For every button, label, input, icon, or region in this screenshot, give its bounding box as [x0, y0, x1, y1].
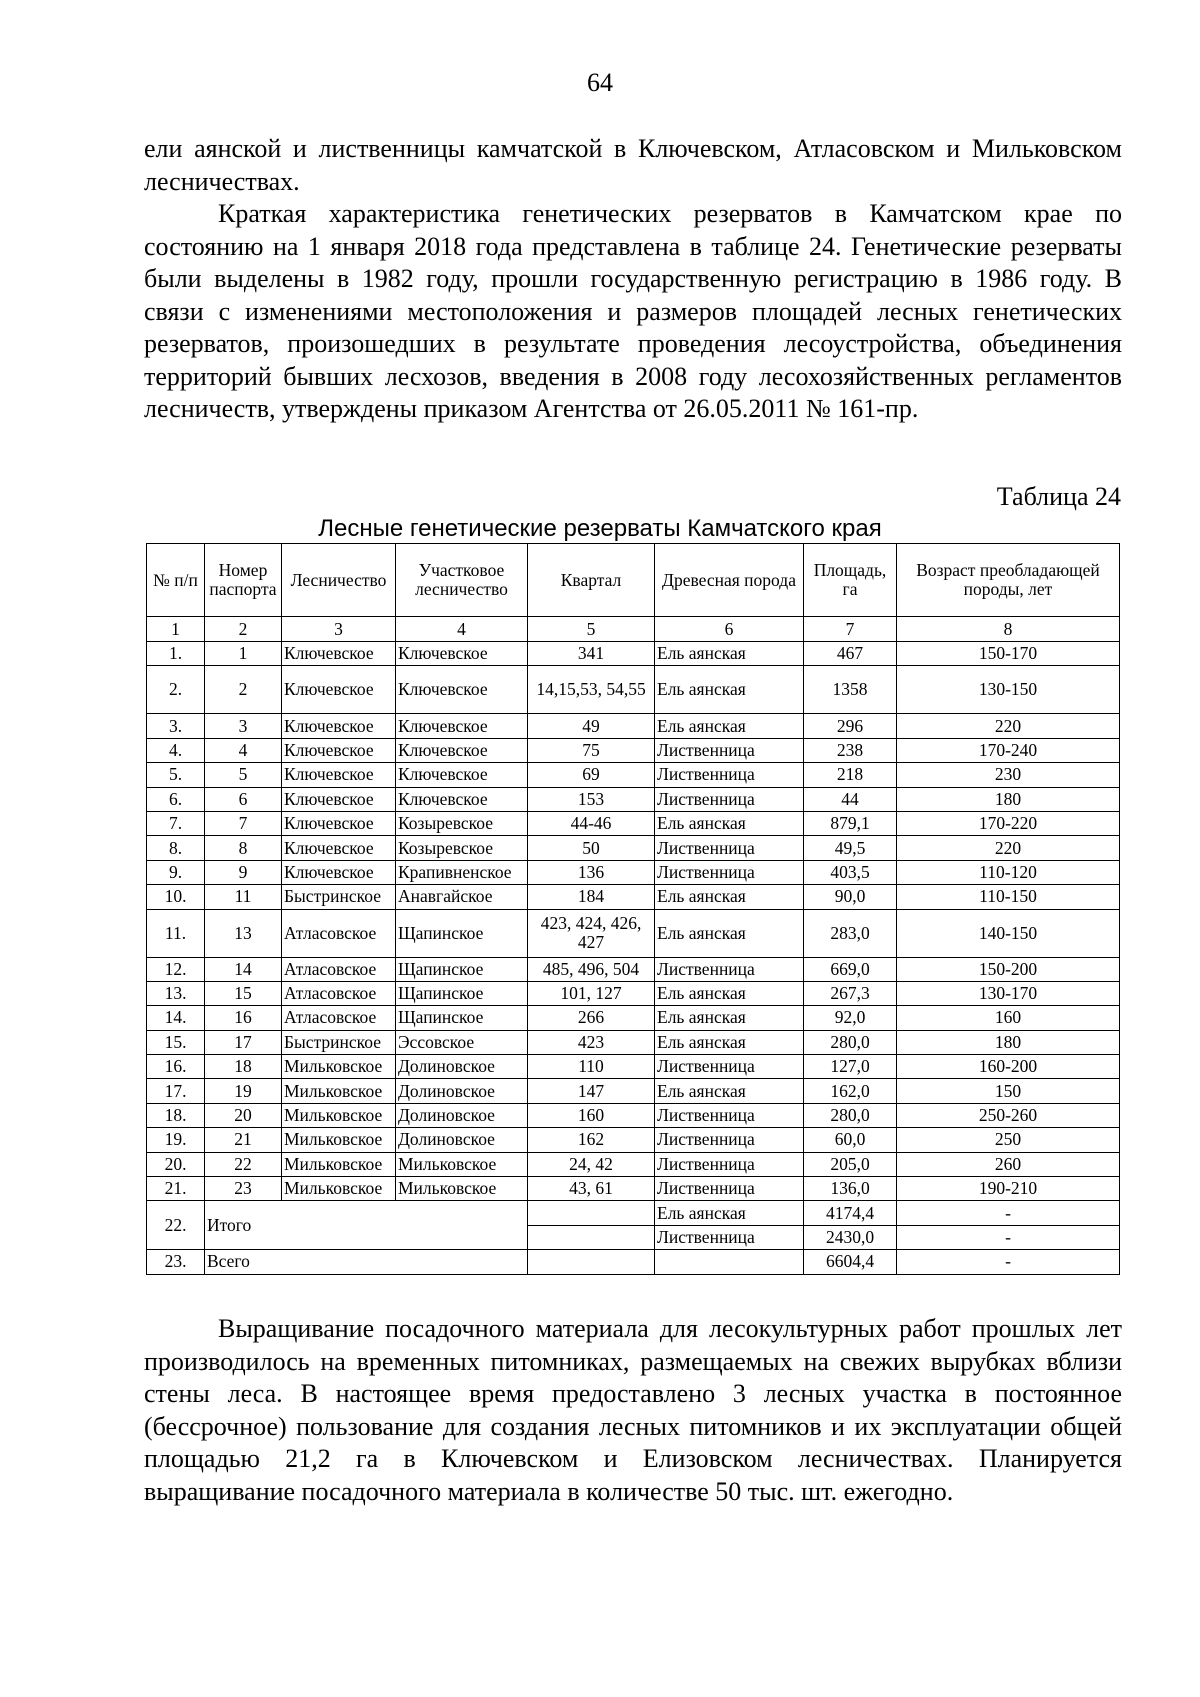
row-num: 5.	[147, 763, 205, 787]
row-num: 9.	[147, 860, 205, 884]
total-species: Лиственница	[655, 1225, 804, 1249]
row-passport: 5	[205, 763, 282, 787]
row-age: 170-220	[897, 811, 1120, 835]
row-passport: 19	[205, 1079, 282, 1103]
total-area: 4174,4	[804, 1201, 897, 1225]
header-species: Древесная порода	[655, 544, 804, 617]
row-district: Щапинское	[396, 1006, 528, 1030]
row-forestry: Быстринское	[282, 1030, 396, 1054]
row-forestry: Ключевское	[282, 836, 396, 860]
row-passport: 1	[205, 642, 282, 666]
row-num: 21.	[147, 1177, 205, 1201]
row-area: 90,0	[804, 885, 897, 909]
row-passport: 7	[205, 811, 282, 835]
header-area: Площадь, га	[804, 544, 897, 617]
row-quarter: 75	[528, 738, 655, 762]
row-area: 162,0	[804, 1079, 897, 1103]
row-passport: 11	[205, 885, 282, 909]
row-quarter: 266	[528, 1006, 655, 1030]
row-species: Лиственница	[655, 787, 804, 811]
column-number: 1	[147, 617, 205, 642]
header-forestry: Лесничество	[282, 544, 396, 617]
paragraph-1: ели аянской и лиственницы камчатской в Ключевском, Атласовском и Мильковском лесничествах.	[144, 134, 1122, 196]
row-num: 14.	[147, 1006, 205, 1030]
row-species: Ель аянская	[655, 1006, 804, 1030]
row-num: 15.	[147, 1030, 205, 1054]
header-quarter: Квартал	[528, 544, 655, 617]
row-num: 6.	[147, 787, 205, 811]
row-quarter: 14,15,53, 54,55	[528, 666, 655, 714]
table-row	[147, 787, 1120, 811]
row-quarter: 147	[528, 1079, 655, 1103]
row-passport: 21	[205, 1128, 282, 1152]
row-age: 180	[897, 787, 1120, 811]
row-num: 18.	[147, 1103, 205, 1127]
column-number: 3	[282, 617, 396, 642]
row-species: Лиственница	[655, 1177, 804, 1201]
row-area: 136,0	[804, 1177, 897, 1201]
page-number: 64	[587, 68, 613, 97]
row-area: 280,0	[804, 1030, 897, 1054]
row-forestry: Атласовское	[282, 957, 396, 981]
row-passport: 23	[205, 1177, 282, 1201]
row-district: Козыревское	[396, 836, 528, 860]
row-age: 170-240	[897, 738, 1120, 762]
column-number: 8	[897, 617, 1120, 642]
column-number: 5	[528, 617, 655, 642]
row-area: 60,0	[804, 1128, 897, 1152]
row-area: 283,0	[804, 909, 897, 957]
table-row	[147, 763, 1120, 787]
table-row	[147, 1152, 1120, 1176]
row-forestry: Атласовское	[282, 909, 396, 957]
row-area: 1358	[804, 666, 897, 714]
row-area: 280,0	[804, 1103, 897, 1127]
row-passport: 2	[205, 666, 282, 714]
grand-total-age: -	[897, 1250, 1120, 1274]
row-quarter: 24, 42	[528, 1152, 655, 1176]
row-age: 250-260	[897, 1103, 1120, 1127]
row-passport: 8	[205, 836, 282, 860]
row-area: 49,5	[804, 836, 897, 860]
row-num: 16.	[147, 1055, 205, 1079]
row-quarter: 184	[528, 885, 655, 909]
grand-total-num: 23.	[147, 1250, 205, 1274]
row-num: 1.	[147, 642, 205, 666]
table-row	[147, 666, 1120, 714]
row-species: Ель аянская	[655, 885, 804, 909]
table-row	[147, 1006, 1120, 1030]
row-age: 190-210	[897, 1177, 1120, 1201]
row-species: Лиственница	[655, 860, 804, 884]
row-district: Ключевское	[396, 787, 528, 811]
column-number: 4	[396, 617, 528, 642]
table-row	[147, 957, 1120, 981]
row-age: 130-150	[897, 666, 1120, 714]
row-forestry: Мильковское	[282, 1055, 396, 1079]
row-district: Долиновское	[396, 1079, 528, 1103]
row-quarter: 160	[528, 1103, 655, 1127]
row-species: Ель аянская	[655, 666, 804, 714]
row-num: 11.	[147, 909, 205, 957]
table-row	[147, 1177, 1120, 1201]
row-passport: 6	[205, 787, 282, 811]
row-num: 8.	[147, 836, 205, 860]
row-species: Ель аянская	[655, 811, 804, 835]
table-row	[147, 981, 1120, 1005]
row-passport: 14	[205, 957, 282, 981]
row-passport: 16	[205, 1006, 282, 1030]
table-row	[147, 1030, 1120, 1054]
row-quarter: 43, 61	[528, 1177, 655, 1201]
row-area: 92,0	[804, 1006, 897, 1030]
row-num: 20.	[147, 1152, 205, 1176]
row-quarter: 101, 127	[528, 981, 655, 1005]
table-body	[147, 642, 1120, 1275]
row-passport: 18	[205, 1055, 282, 1079]
row-species: Ель аянская	[655, 909, 804, 957]
row-district: Эссовское	[396, 1030, 528, 1054]
row-forestry: Мильковское	[282, 1103, 396, 1127]
total-age: -	[897, 1225, 1120, 1249]
table-row	[147, 836, 1120, 860]
row-forestry: Ключевское	[282, 763, 396, 787]
row-area: 267,3	[804, 981, 897, 1005]
grand-total-species-empty	[655, 1250, 804, 1274]
column-number: 6	[655, 617, 804, 642]
table-row	[147, 885, 1120, 909]
total-row	[147, 1201, 1120, 1225]
row-quarter: 50	[528, 836, 655, 860]
row-age: 150-200	[897, 957, 1120, 981]
row-species: Ель аянская	[655, 1079, 804, 1103]
row-area: 403,5	[804, 860, 897, 884]
table-row	[147, 860, 1120, 884]
total-species: Ель аянская	[655, 1201, 804, 1225]
row-age: 150-170	[897, 642, 1120, 666]
row-forestry: Ключевское	[282, 860, 396, 884]
row-district: Долиновское	[396, 1055, 528, 1079]
row-num: 17.	[147, 1079, 205, 1103]
row-num: 2.	[147, 666, 205, 714]
row-species: Лиственница	[655, 1055, 804, 1079]
table-row	[147, 714, 1120, 738]
row-age: 230	[897, 763, 1120, 787]
table-row	[147, 1128, 1120, 1152]
row-species: Лиственница	[655, 738, 804, 762]
row-forestry: Ключевское	[282, 787, 396, 811]
table-label: Таблица 24	[996, 482, 1121, 511]
row-forestry: Мильковское	[282, 1152, 396, 1176]
row-species: Ель аянская	[655, 981, 804, 1005]
row-age: 110-120	[897, 860, 1120, 884]
row-quarter: 423	[528, 1030, 655, 1054]
header-passport: Номер паспорта	[205, 544, 282, 617]
header-num: № п/п	[147, 544, 205, 617]
row-quarter: 49	[528, 714, 655, 738]
row-species: Ель аянская	[655, 1030, 804, 1054]
row-forestry: Ключевское	[282, 714, 396, 738]
total-age: -	[897, 1201, 1120, 1225]
table-header-row	[147, 544, 1120, 617]
column-number: 7	[804, 617, 897, 642]
row-age: 160-200	[897, 1055, 1120, 1079]
row-area: 879,1	[804, 811, 897, 835]
row-quarter: 341	[528, 642, 655, 666]
header-district: Участковое лесничество	[396, 544, 528, 617]
row-district: Мильковское	[396, 1152, 528, 1176]
row-area: 205,0	[804, 1152, 897, 1176]
table-row	[147, 1079, 1120, 1103]
row-species: Лиственница	[655, 1103, 804, 1127]
row-district: Щапинское	[396, 909, 528, 957]
row-num: 13.	[147, 981, 205, 1005]
row-forestry: Быстринское	[282, 885, 396, 909]
row-num: 19.	[147, 1128, 205, 1152]
row-district: Долиновское	[396, 1128, 528, 1152]
row-age: 160	[897, 1006, 1120, 1030]
row-forestry: Мильковское	[282, 1079, 396, 1103]
row-district: Ключевское	[396, 738, 528, 762]
row-quarter: 162	[528, 1128, 655, 1152]
row-district: Ключевское	[396, 763, 528, 787]
paragraph-2: Краткая характеристика генетических резерватов в Камчатском крае по состоянию на 1 января 2018 года представлена в таблице 24. Генетические резерваты были выделены в 1982 году, прошли государственную регистрацию в 1986 году. В связи с изменениями местоположения и размеров площадей лесных генетических резерватов, произошедших в результате проведения лесоустройства, объединения территорий бывших лесхозов, введения в 2008 году лесохозяйственных регламентов лесничеств, утверждены приказом Агентства от 26.05.2011 № 161-пр.	[144, 199, 1122, 423]
row-district: Щапинское	[396, 957, 528, 981]
row-district: Козыревское	[396, 811, 528, 835]
total-num: 22.	[147, 1201, 205, 1250]
row-age: 110-150	[897, 885, 1120, 909]
header-age: Возраст преобладающей породы, лет	[897, 544, 1120, 617]
row-forestry: Мильковское	[282, 1177, 396, 1201]
row-age: 260	[897, 1152, 1120, 1176]
grand-total-label: Всего	[205, 1250, 528, 1274]
row-species: Лиственница	[655, 763, 804, 787]
row-area: 296	[804, 714, 897, 738]
table-row	[147, 1103, 1120, 1127]
row-area: 669,0	[804, 957, 897, 981]
row-age: 140-150	[897, 909, 1120, 957]
total-quarter-empty	[528, 1225, 655, 1249]
row-passport: 22	[205, 1152, 282, 1176]
row-quarter: 423, 424, 426, 427	[528, 909, 655, 957]
grand-total-quarter-empty	[528, 1250, 655, 1274]
row-age: 250	[897, 1128, 1120, 1152]
table-row	[147, 642, 1120, 666]
row-age: 220	[897, 836, 1120, 860]
column-number-row	[147, 617, 1120, 642]
row-district: Крапивненское	[396, 860, 528, 884]
row-species: Лиственница	[655, 1152, 804, 1176]
row-passport: 15	[205, 981, 282, 1005]
total-quarter-empty	[528, 1201, 655, 1225]
paragraph-3: Выращивание посадочного материала для лесокультурных работ прошлых лет производилось на временных питомниках, размещаемых на свежих вырубках вблизи стены леса. В настоящее время предоставлено 3 лесных участка в постоянное (бессрочное) пользование для создания лесных питомников и их эксплуатации общей площадью 21,2 га в Ключевском и Елизовском лесничествах. Планируется выращивание посадочного материала в количестве 50 тыс. шт. ежегодно.	[144, 1314, 1122, 1506]
row-age: 220	[897, 714, 1120, 738]
table-row	[147, 1055, 1120, 1079]
row-forestry: Ключевское	[282, 642, 396, 666]
row-quarter: 153	[528, 787, 655, 811]
row-area: 467	[804, 642, 897, 666]
row-quarter: 136	[528, 860, 655, 884]
row-area: 44	[804, 787, 897, 811]
row-forestry: Атласовское	[282, 1006, 396, 1030]
row-num: 7.	[147, 811, 205, 835]
row-age: 130-170	[897, 981, 1120, 1005]
row-num: 12.	[147, 957, 205, 981]
row-district: Ключевское	[396, 642, 528, 666]
row-quarter: 485, 496, 504	[528, 957, 655, 981]
row-quarter: 69	[528, 763, 655, 787]
row-passport: 4	[205, 738, 282, 762]
reserves-table	[146, 543, 1120, 1275]
grand-total-area: 6604,4	[804, 1250, 897, 1274]
row-num: 10.	[147, 885, 205, 909]
row-district: Анавгайское	[396, 885, 528, 909]
row-species: Лиственница	[655, 957, 804, 981]
row-age: 150	[897, 1079, 1120, 1103]
row-passport: 13	[205, 909, 282, 957]
row-district: Долиновское	[396, 1103, 528, 1127]
row-passport: 9	[205, 860, 282, 884]
total-area: 2430,0	[804, 1225, 897, 1249]
row-forestry: Ключевское	[282, 811, 396, 835]
column-number: 2	[205, 617, 282, 642]
row-species: Ель аянская	[655, 714, 804, 738]
table-row	[147, 909, 1120, 957]
row-num: 4.	[147, 738, 205, 762]
row-forestry: Ключевское	[282, 738, 396, 762]
row-area: 238	[804, 738, 897, 762]
total-label: Итого	[205, 1201, 528, 1250]
row-species: Ель аянская	[655, 642, 804, 666]
row-forestry: Ключевское	[282, 666, 396, 714]
table-title: Лесные генетические резерваты Камчатского края	[318, 515, 882, 542]
row-forestry: Мильковское	[282, 1128, 396, 1152]
row-district: Мильковское	[396, 1177, 528, 1201]
row-area: 218	[804, 763, 897, 787]
row-district: Ключевское	[396, 666, 528, 714]
table-row	[147, 811, 1120, 835]
row-passport: 20	[205, 1103, 282, 1127]
row-num: 3.	[147, 714, 205, 738]
row-passport: 17	[205, 1030, 282, 1054]
row-age: 180	[897, 1030, 1120, 1054]
row-district: Ключевское	[396, 714, 528, 738]
row-passport: 3	[205, 714, 282, 738]
row-species: Лиственница	[655, 836, 804, 860]
row-quarter: 44-46	[528, 811, 655, 835]
table-row	[147, 738, 1120, 762]
grand-total-row	[147, 1250, 1120, 1274]
row-species: Лиственница	[655, 1128, 804, 1152]
row-area: 127,0	[804, 1055, 897, 1079]
row-district: Щапинское	[396, 981, 528, 1005]
row-quarter: 110	[528, 1055, 655, 1079]
row-forestry: Атласовское	[282, 981, 396, 1005]
